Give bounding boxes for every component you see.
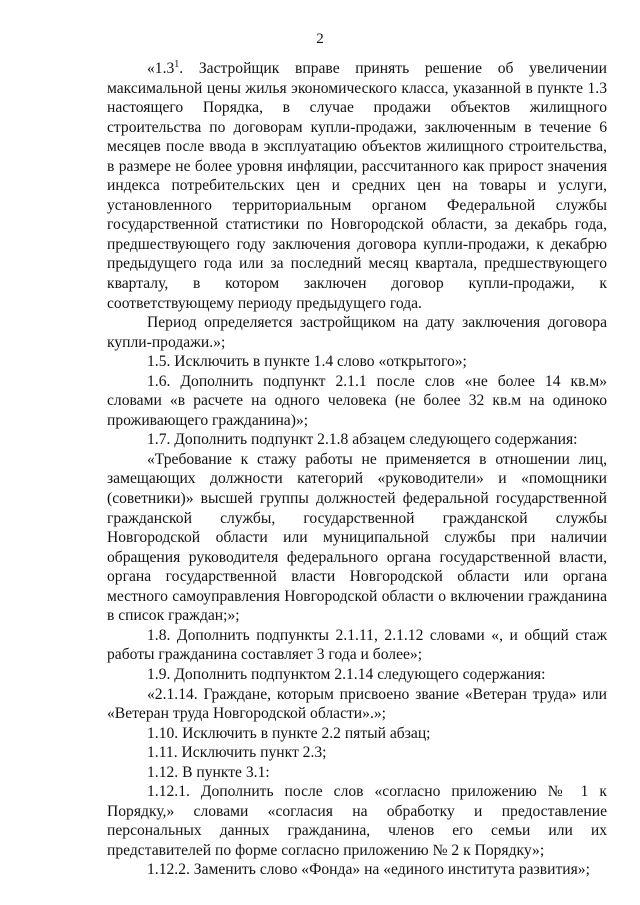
paragraph-text: . Застройщик вправе принять решение об увеличении максимальной цены жилья экономического класса, указанной в пункте 1.3 настоящего Порядка, в случае продажи объектов жилищного строительства по договорам купли-продажи, заключенным в течение 6 месяцев после ввода в эксплуатацию объектов жилищного строительства, в размере не более уровня инфляции, рассчитанного как прирост значения индекса потребительских цен и средних цен на товары и услуги, установленного территориальным органом Федеральной службы государственной статистики по Новгородской области, за декабрь года, предшествующего году заключения договора купли-продажи, к декабрю предыдущего года или за последний месяц квартала, предшествующего кварталу, в котором заключен договор купли-продажи, к соответствующему периоду предыдущего года. [107, 60, 607, 312]
paragraph-1-6: 1.6. Дополнить подпункт 2.1.1 после слов «не более 14 кв.м» словами «в расчете на одного человека (не более 32 кв.м на одиноко проживающего гражданина)»; [107, 372, 607, 429]
paragraph-quote-requirement: «Требование к стажу работы не применяется в отношении лиц, замещающих должности категорий «руководители» и «помощники (советники)» высшей группы должностей федеральной государственной гражданской службы, государственной гражданской службы Новгородской области или муниципальной службы при наличии обращения руководителя федерального органа государственной власти, органа государственной власти Новгородской области или органа местного самоуправления Новгородской области о включении гражданина в список граждан;»; [107, 450, 607, 625]
paragraph-1-10: 1.10. Исключить в пункте 2.2 пятый абзац; [147, 724, 431, 742]
paragraph-1-8: 1.8. Дополнить подпункты 2.1.11, 2.1.12 словами «, и общий стаж работы гражданина составляет 3 года и более»; [107, 626, 607, 664]
superscript: 1 [174, 59, 180, 70]
document-body [107, 59, 607, 880]
paragraph-1-12: 1.12. В пункте 3.1: [147, 763, 270, 781]
paragraph-1-3-1 [107, 59, 607, 313]
paragraph-1-11: 1.11. Исключить пункт 2.3; [147, 744, 327, 762]
paragraph-2-1-14: «2.1.14. Граждане, которым присвоено звание «Ветеран труда» или «Ветеран труда Новгородской области».»; [107, 685, 607, 723]
paragraph-1-7: 1.7. Дополнить подпункт 2.1.8 абзацем следующего содержания: [147, 431, 578, 449]
paragraph-prefix: «1.3 [147, 60, 175, 77]
paragraph-1-12-2: 1.12.2. Заменить слово «Фонда» на «единого института развития»; [147, 861, 590, 879]
paragraph-1-5: 1.5. Исключить в пункте 1.4 слово «открытого»; [147, 353, 467, 371]
paragraph-1-9: 1.9. Дополнить подпунктом 2.1.14 следующего содержания: [147, 665, 546, 683]
paragraph-period: Период определяется застройщиком на дату заключения договора купли-продажи.»; [107, 314, 607, 351]
paragraph-1-12-1: 1.12.1. Дополнить после слов «согласно приложению № 1 к Порядку,» словами «согласия на обработку и предоставление персональных данных гражданина, членов его семьи или их представителей по форме согласно приложению № 2 к Порядку»; [107, 783, 607, 859]
page-number: 2 [316, 31, 324, 47]
